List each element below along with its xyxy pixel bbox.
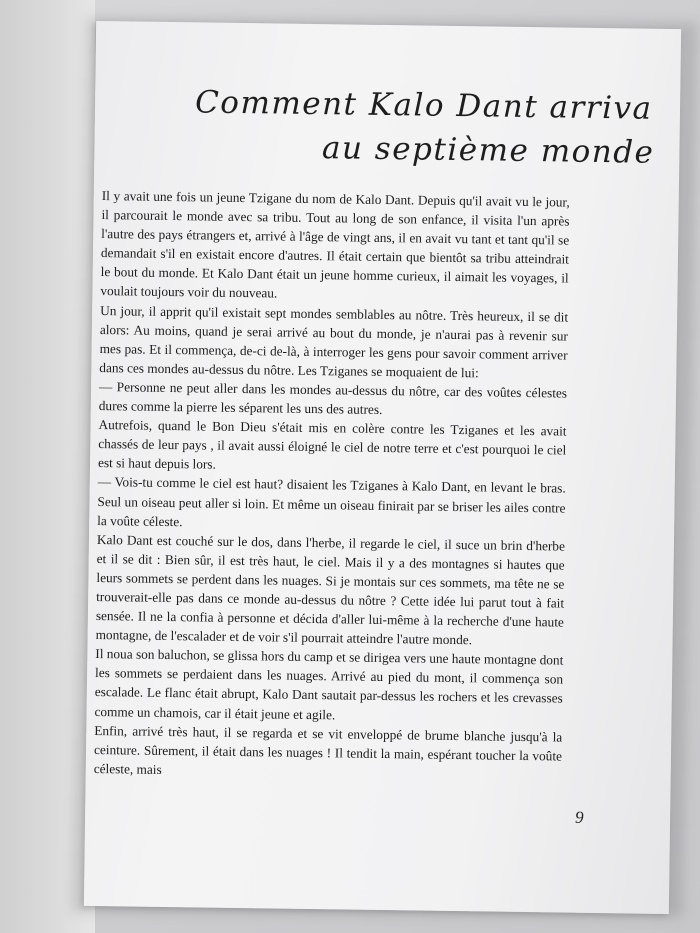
paragraph: Il noua son baluchon, se glissa hors du camp et se dirigea vers une haute montagne dont les sommets se perdaient dans les nuages. Arrivé au pied du mont, il commença son escalade. Le flanc était abrupt, Kalo Dant sautait par-dessus les rochers et les crevasses comme un chamois, car il était jeune et agile. <box>94 646 564 722</box>
chapter-title-line-1: Comment Kalo Dant arriva <box>194 84 653 127</box>
paragraph: — Personne ne peut aller dans les mondes au-dessus du nôtre, car des voûtes célestes dures comme la pierre les séparent les uns des autres. <box>98 378 568 418</box>
paragraph: — Vois-tu comme le ciel est haut? disaient les Tziganes à Kalo Dant, en levant le bras. Seul un oiseau peut aller si loin. Et même un oiseau finirait par se briser les ailes contre la voûte céleste. <box>97 474 566 529</box>
book-page <box>84 21 681 914</box>
chapter-title <box>194 80 665 175</box>
paragraph: Il y avait une fois un jeune Tzigane du nom de Kalo Dant. Depuis qu'il avait vu le jour, il parcourait le monde avec sa tribu. Tout au long de son enfance, il visita l'un après l'autre des pays étrangers et, arrivé à l'âge de vingt ans, il en avait vu tant et tant qu'il se demandait s'il en existait encore d'autres. Il était certain que bientôt sa tribu atteindrait le bout du monde. Et Kalo Dant était un jeune homme curieux, il aimait les voyages, il voulait toujours voir du nouveau. <box>100 188 570 301</box>
paragraph: Enfin, arrivé très haut, il se regarda et se vit enveloppé de brume blanche jusqu'à la ceinture. Sûrement, il était dans les nuages ! Il tendit la main, espérant toucher la voûte céleste, mais <box>93 722 563 777</box>
story-text <box>94 186 570 784</box>
chapter-title-line-2: au septième monde <box>321 130 655 171</box>
paragraph: Kalo Dant est couché sur le dos, dans l'herbe, il regarde le ciel, il suce un brin d'herbe et il se dit : Bien sûr, il est très haut, le ciel. Mais il y a des montagnes si hautes que leurs sommets se perdent dans les nuages. Si je montais sur ces sommets, ma tête ne se trouverait-elle pas dans ce monde au-dessus du nôtre ? Cette idée lui parut tout à fait sensée. Il ne la confia à personne et décida d'aller lui-même à la recherche d'une haute montagne, de l'escalader et de voir s'il pourrait atteindre l'autre monde. <box>95 531 566 648</box>
paragraph: Autrefois, quand le Bon Dieu s'était mis en colère contre les Tziganes et les avait chassés de leur pays , il avait aussi éloigné le ciel de notre terre et c'est pourquoi le ciel est si haut depuis lors. <box>97 417 567 472</box>
paragraph: Un jour, il apprit qu'il existait sept mondes semblables au nôtre. Très heureux, il se dit alors: Au moins, quand je serai arrivé au bout du monde, je n'aurai pas à revenir sur mes pas. Et il commença, de-ci de-là, à interroger les gens pour savoir comment arriver dans ces mondes au-dessus du nôtre. Les Tziganes se moquaient de lui: <box>99 302 569 381</box>
page-number: 9 <box>575 807 584 827</box>
